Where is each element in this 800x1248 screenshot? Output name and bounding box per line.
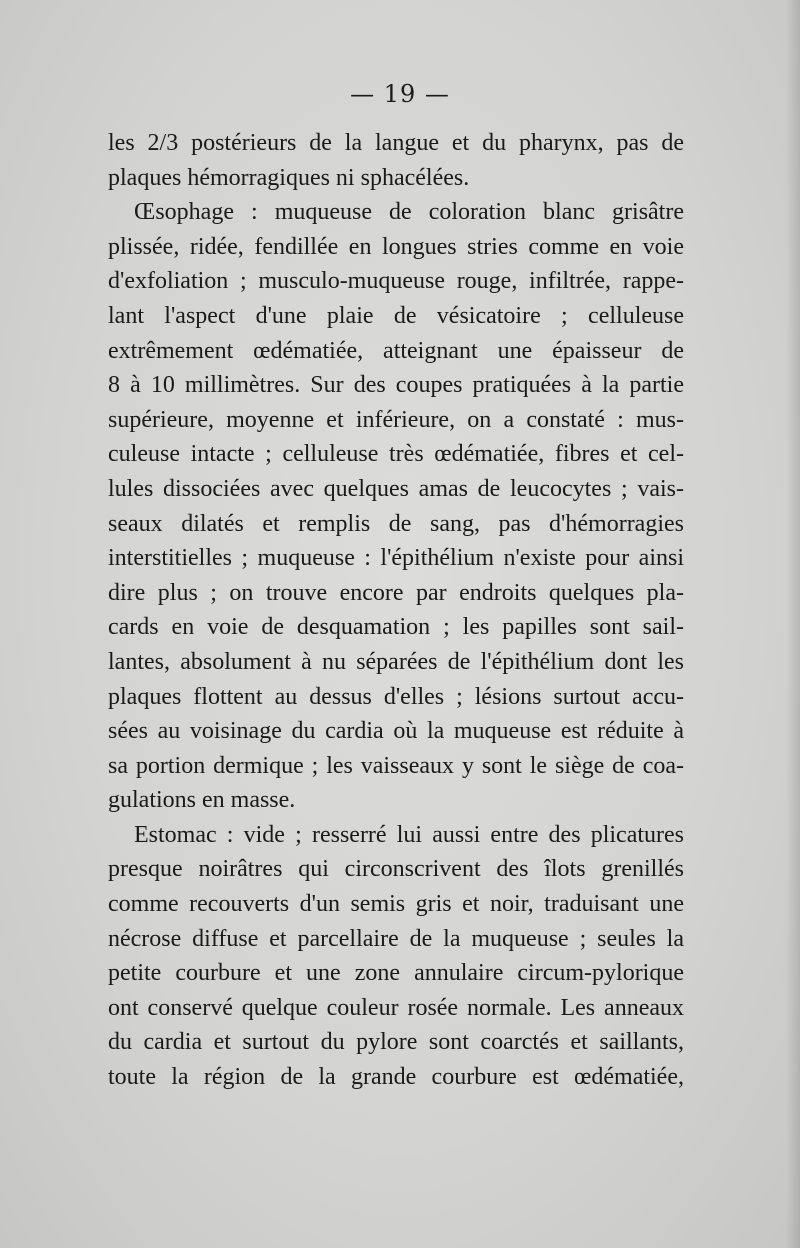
text-line: ont conservé quelque couleur rosée normale. Les anneaux xyxy=(108,994,684,1021)
page-edge-shadow xyxy=(786,0,800,1248)
text-line: cards en voie de desquamation ; les papilles sont sail- xyxy=(108,614,684,641)
text-line: nécrose diffuse et parcellaire de la muqueuse ; seules la xyxy=(108,925,684,952)
text-line: presque noirâtres qui circonscrivent des îlots grenillés xyxy=(108,856,684,883)
text-line: Œsophage : muqueuse de coloration blanc grisâtre xyxy=(134,199,684,226)
text-line: toute la région de la grande courbure est œdématiée, xyxy=(108,1064,684,1091)
text-line: culeuse intacte ; celluleuse très œdématiée, fibres et cel- xyxy=(108,441,684,468)
page-number: — 19 — xyxy=(350,80,450,108)
text-line: petite courbure et une zone annulaire circum-pylorique xyxy=(108,960,684,987)
text-line: lantes, absolument à nu séparées de l'épithélium dont les xyxy=(108,648,684,675)
text-line: plaques hémorragiques ni sphacélées. xyxy=(108,164,470,191)
text-line: sées au voisinage du cardia où la muqueuse est réduite à xyxy=(108,718,684,745)
text-line: lules dissociées avec quelques amas de leucocytes ; vais- xyxy=(108,475,684,502)
text-line: sa portion dermique ; les vaisseaux y sont le siège de coa- xyxy=(108,752,684,779)
text-line: dire plus ; on trouve encore par endroits quelques pla- xyxy=(108,579,684,606)
text-line: gulations en masse. xyxy=(108,787,296,814)
text-line: interstitielles ; muqueuse : l'épithélium n'existe pour ainsi xyxy=(108,545,684,572)
text-line: seaux dilatés et remplis de sang, pas d'hémorragies xyxy=(108,510,684,537)
text-line: les 2/3 postérieurs de la langue et du pharynx, pas de xyxy=(108,130,684,156)
body-text xyxy=(108,126,684,1095)
text-line: du cardia et surtout du pylore sont coarctés et saillants, xyxy=(108,1029,684,1056)
text-line: lant l'aspect d'une plaie de vésicatoire ; celluleuse xyxy=(108,302,684,329)
text-line: plissée, ridée, fendillée en longues stries comme en voie xyxy=(108,233,684,260)
text-line: plaques flottent au dessus d'elles ; lésions surtout accu- xyxy=(108,683,684,710)
text-line: 8 à 10 millimètres. Sur des coupes pratiquées à la partie xyxy=(108,372,684,399)
text-line: supérieure, moyenne et inférieure, on a constaté : mus- xyxy=(108,406,684,433)
text-line: extrêmement œdématiée, atteignant une épaisseur de xyxy=(108,337,684,364)
text-line: Estomac : vide ; resserré lui aussi entre des plicatures xyxy=(134,821,684,848)
text-line: comme recouverts d'un semis gris et noir, traduisant une xyxy=(108,891,684,918)
text-line: d'exfoliation ; musculo-muqueuse rouge, infiltrée, rappe- xyxy=(108,268,684,295)
